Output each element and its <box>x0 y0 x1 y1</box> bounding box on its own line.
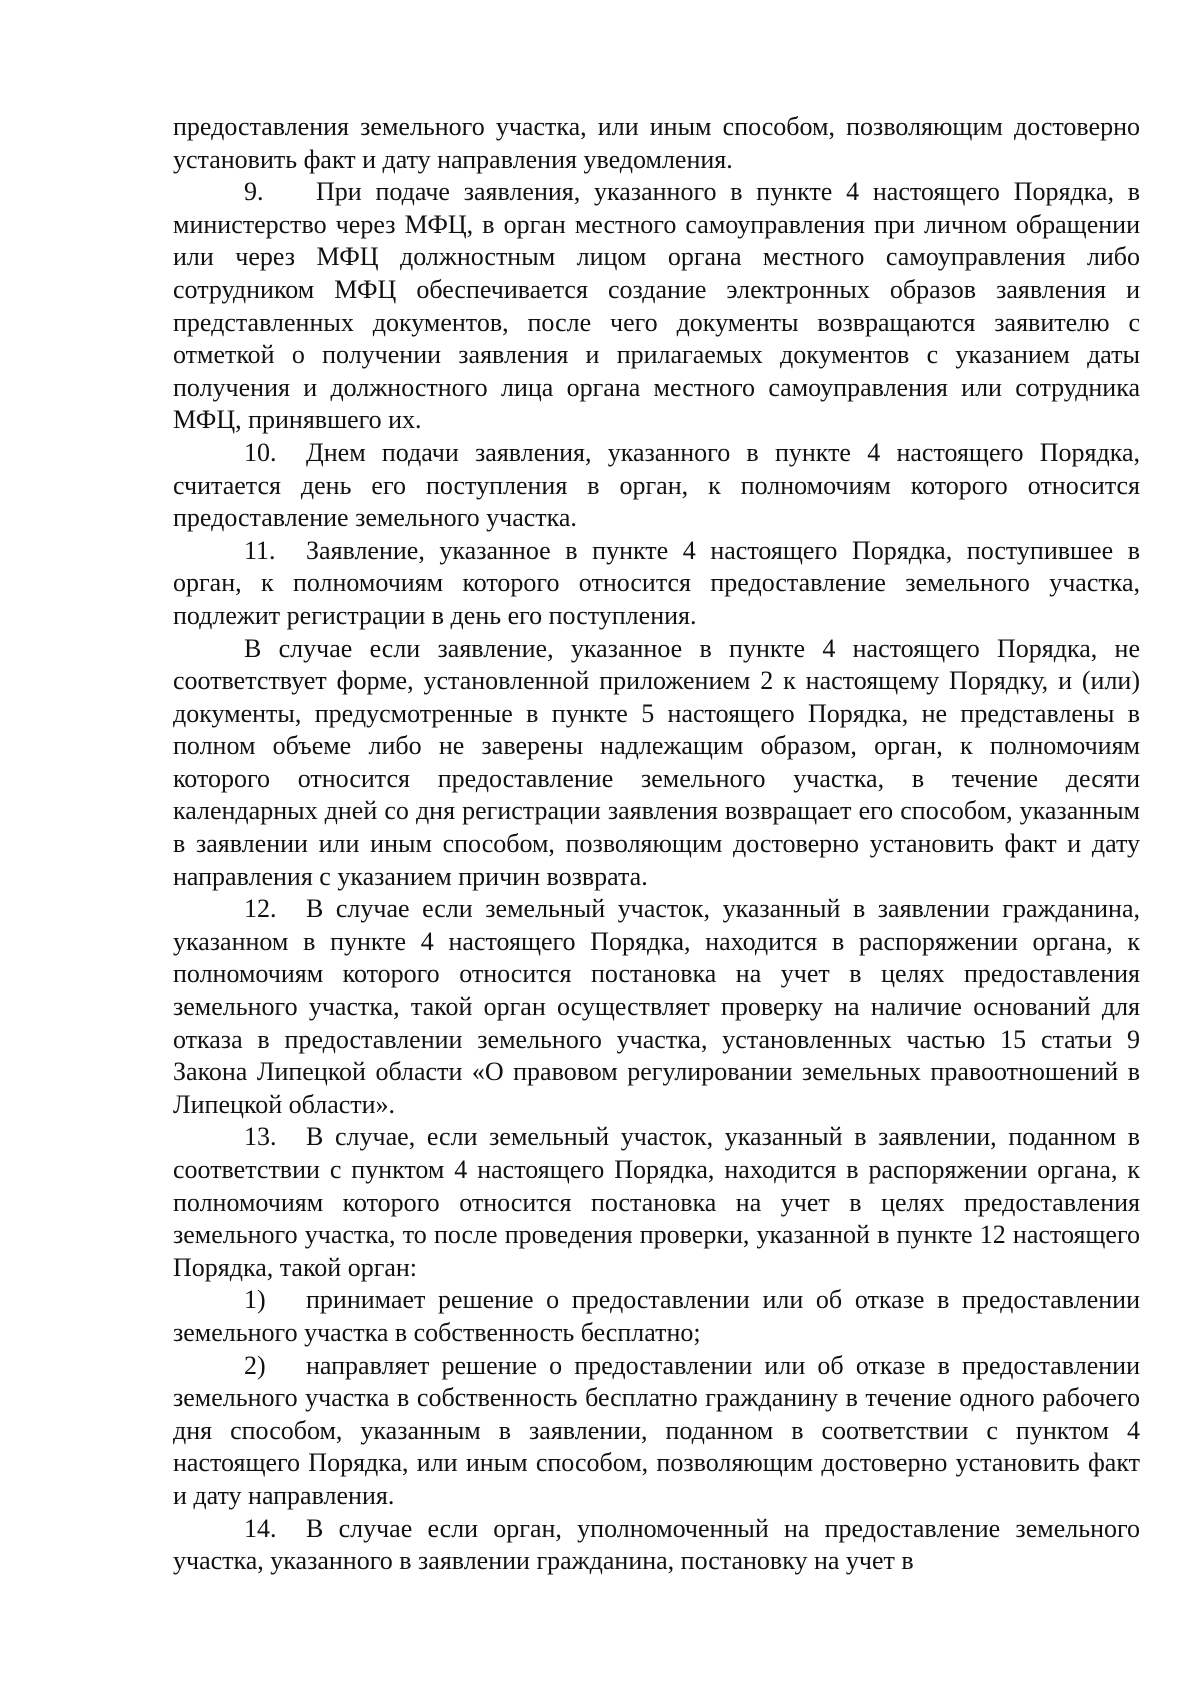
paragraph-13-text: В случае, если земельный участок, указанный в заявлении, поданном в соответствии с пунктом 4 настоящего Порядка, находится в распоряжении органа, к полномочиям которого относится постановка на учет в целях предоставления земельного участка, то после проведения проверки, указанной в пункте 12 настоящего Порядка, такой орган: <box>173 1122 1140 1282</box>
paragraph-11 <box>173 535 1140 633</box>
paragraph-13 <box>173 1121 1140 1284</box>
list-item-2-number: 2) <box>244 1350 266 1380</box>
document-page <box>173 111 1140 1578</box>
list-item-2-text: направляет решение о предоставлении или об отказе в предоставлении земельного участка в собственность бесплатно гражданину в течение одного рабочего дня способом, указанным в заявлении, поданном в соответствии с пунктом 4 настоящего Порядка, или иным способом, позволяющим достоверно установить факт и дату направления. <box>173 1350 1140 1510</box>
paragraph-14-number: 14. <box>244 1513 277 1543</box>
paragraph-14 <box>173 1513 1140 1578</box>
paragraph-11-subparagraph: В случае если заявление, указанное в пункте 4 настоящего Порядка, не соответствует форме, установленной приложением 2 к настоящему Порядку, и (или) документы, предусмотренные в пункте 5 настоящего Порядка, не представлены в полном объеме либо не заверены надлежащим образом, орган, к полномочиям которого относится предоставление земельного участка, в течение десяти календарных дней со дня регистрации заявления возвращает его способом, указанным в заявлении или иным способом, позволяющим достоверно установить факт и дату направления с указанием причин возврата. <box>173 633 1140 891</box>
list-item-1-number: 1) <box>244 1285 266 1315</box>
paragraph-12 <box>173 893 1140 1121</box>
paragraph-11-text: Заявление, указанное в пункте 4 настоящего Порядка, поступившее в орган, к полномочиям которого относится предоставление земельного участка, подлежит регистрации в день его поступления. <box>173 535 1140 630</box>
paragraph-9-number: 9. <box>244 177 264 207</box>
list-item-1-text: принимает решение о предоставлении или об отказе в предоставлении земельного участка в собственность бесплатно; <box>173 1285 1140 1347</box>
paragraph-continuation: предоставления земельного участка, или иным способом, позволяющим достоверно установить факт и дату направления уведомления. <box>173 112 1140 174</box>
paragraph-10 <box>173 437 1140 535</box>
paragraph-10-number: 10. <box>244 437 277 467</box>
list-item-2 <box>173 1350 1140 1513</box>
paragraph-10-text: Днем подачи заявления, указанного в пункте 4 настоящего Порядка, считается день его поступления в орган, к полномочиям которого относится предоставление земельного участка. <box>173 437 1140 533</box>
paragraph-13-number: 13. <box>244 1122 277 1152</box>
paragraph-12-number: 12. <box>244 894 277 924</box>
list-item-1 <box>173 1284 1140 1349</box>
paragraph-11-number: 11. <box>244 535 276 565</box>
paragraph-9-text: При подаче заявления, указанного в пункте 4 настоящего Порядка, в министерство через МФЦ, в орган местного самоуправления при личном обращении или через МФЦ должностным лицом органа местного самоуправления либо сотрудником МФЦ обеспечивается создание электронных образов заявления и представленных документов, после чего документы возвращаются заявителю с отметкой о получении заявления и прилагаемых документов с указанием даты получения и должностного лица органа местного самоуправления или сотрудника МФЦ, принявшего их. <box>173 177 1140 435</box>
paragraph-14-text: В случае если орган, уполномоченный на предоставление земельного участка, указанного в заявлении гражданина, постановку на учет в <box>173 1513 1140 1576</box>
paragraph-12-text: В случае если земельный участок, указанный в заявлении гражданина, указанном в пункте 4 настоящего Порядка, находится в распоряжении органа, к полномочиям которого относится постановка на учет в целях предоставления земельного участка, такой орган осуществляет проверку на наличие оснований для отказа в предоставлении земельного участка, установленных частью 15 статьи 9 Закона Липецкой области «О правовом регулировании земельных правоотношений в Липецкой области». <box>173 894 1140 1119</box>
paragraph-9 <box>173 176 1140 437</box>
